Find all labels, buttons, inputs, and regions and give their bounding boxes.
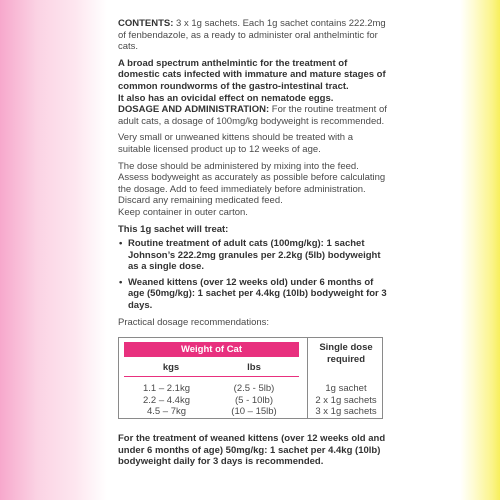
contents-label: CONTENTS: — [118, 18, 174, 29]
storage-paragraph: Keep container in outer carton. — [118, 206, 248, 218]
contents-paragraph — [118, 18, 387, 53]
table-cell: (5 - 10lb) — [234, 394, 273, 406]
ovicidal-paragraph: It also has an ovicidal effect on nematode eggs. — [118, 92, 334, 104]
administer-paragraph: The dose should be administered by mixing into the feed. Assess bodyweight as accurately as possible before calculating the dosage. Add to feed immediately before administration. Discard any remaining medicated feed. — [118, 160, 386, 207]
table-cell: 1g sachet — [325, 383, 367, 395]
dosage-label: DOSAGE AND ADMINISTRATION: — [118, 104, 270, 116]
weaned-kittens-note: For the treatment of weaned kittens (over 12 weeks old and under 6 months of age) 50mg/kg: 1 sachet per 4.4kg (10lb) bodyweight daily for 3 days is recommended. — [118, 433, 386, 468]
table-cell: 4.5 – 7kg — [146, 406, 187, 418]
practical-heading: Practical dosage recommendations: — [118, 316, 270, 328]
table-cell: 1.1 – 2.1kg — [142, 383, 190, 395]
kgs-header: kgs — [162, 362, 180, 374]
lbs-header: lbs — [247, 362, 261, 374]
table-cell: 3 x 1g sachets — [315, 406, 377, 418]
table-cell: (2.5 - 5lb) — [233, 383, 275, 395]
table-divider — [307, 338, 308, 418]
header-underline — [124, 376, 299, 377]
list-item: • Weaned kittens (over 12 weeks old) under 6 months of age (50mg/kg): 1 sachet per 4.4kg (10lb) bodyweight for 3 days. — [118, 277, 387, 312]
leaflet-panel — [107, 0, 392, 500]
single-dose-header: Single dose required — [319, 342, 373, 366]
pink-side-band — [0, 0, 107, 500]
treat-heading: This 1g sachet will treat: — [118, 223, 229, 235]
list-item: • Routine treatment of adult cats (100mg/kg): 1 sachet Johnson’s 222.2mg granules per 2.2kg (5lb) bodyweight as a single dose. — [118, 238, 387, 273]
table-cell: 2.2 – 4.4kg — [142, 394, 190, 406]
yellow-side-band — [460, 0, 500, 500]
kgs-column — [129, 383, 204, 418]
table-cell: 2 x 1g sachets — [315, 394, 377, 406]
dosage-text: For the routine treatment of adult cats, a dosage of 100mg/kg bodyweight is recommended. — [118, 104, 387, 127]
contents-text: 3 x 1g sachets. Each 1g sachet contains 222.2mg of fenbendazole, as a ready to administer oral anthelmintic for cats. — [118, 18, 386, 53]
dosage-table — [118, 337, 383, 419]
dose-column — [309, 383, 383, 418]
lbs-column — [214, 383, 294, 418]
table-cell: (10 – 15lb) — [231, 406, 277, 418]
kittens-paragraph: Very small or unweaned kittens should be treated with a suitable licensed product up to 12 weeks of age. — [118, 132, 353, 155]
description-paragraph: A broad spectrum anthelmintic for the treatment of domestic cats infected with immature and mature stages of common roundworms of the gastro-intestinal tract. — [118, 57, 386, 92]
treatment-list — [118, 238, 387, 312]
weight-of-cat-header: Weight of Cat — [124, 342, 299, 357]
dosage-paragraph — [118, 104, 387, 127]
